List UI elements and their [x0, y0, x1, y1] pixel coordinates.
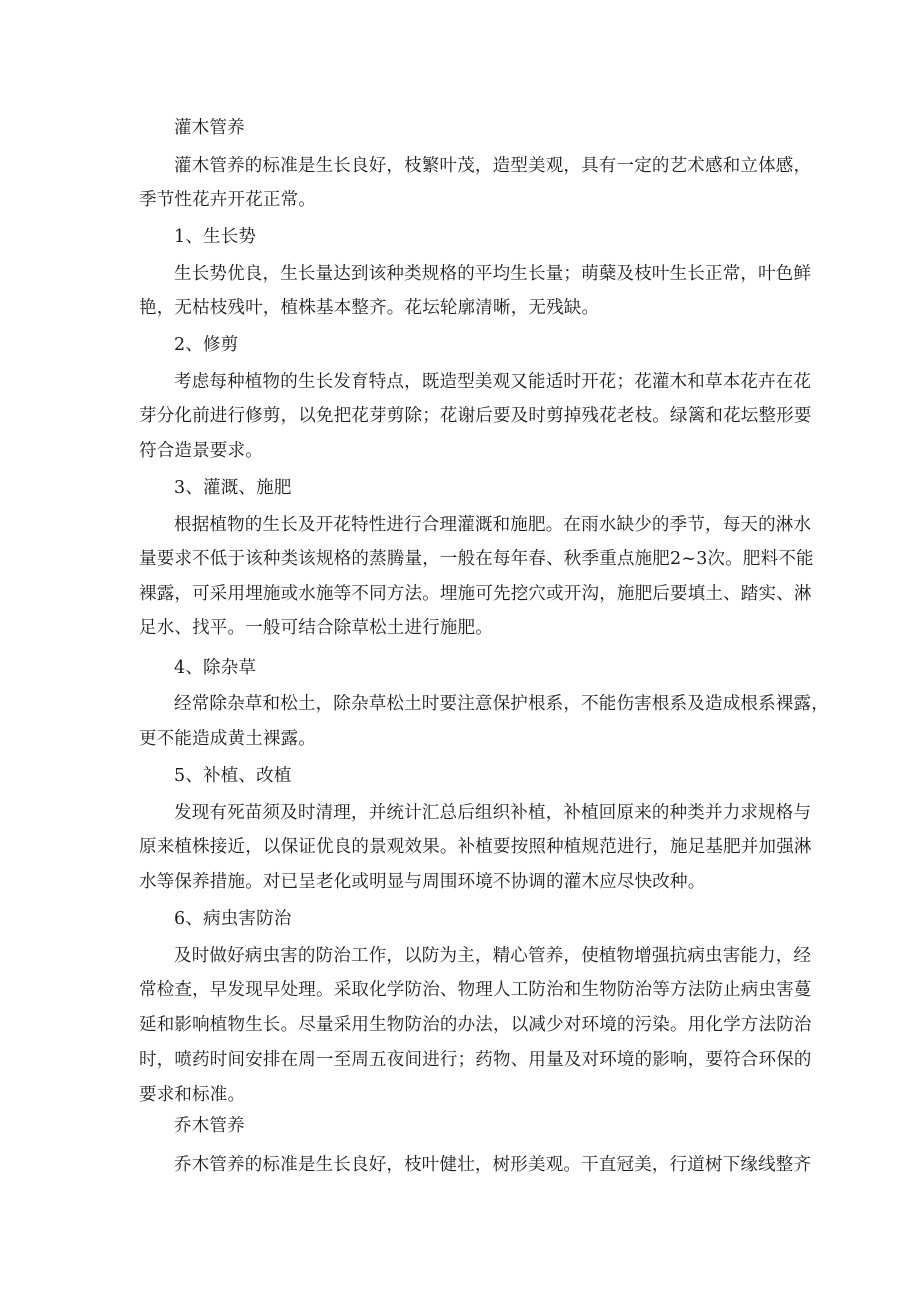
subheading-growth: 1、生长势 [174, 227, 257, 247]
paragraph-line: 要求和标准。 [139, 1085, 246, 1105]
paragraph-line: 艳，无枯枝残叶，植株基本整齐。花坛轮廓清晰，无残缺。 [139, 298, 600, 318]
paragraph-line: 常检查，早发现早处理。采取化学防治、物理人工防治和生物防治等方法防止病虫害蔓 [139, 980, 812, 1000]
subheading-replanting: 5、补植、改植 [174, 766, 292, 786]
paragraph-line: 季节性花卉开花正常。 [139, 190, 316, 210]
paragraph-line: 裸露，可采用埋施或水施等不同方法。埋施可先挖穴或开沟，施肥后要填土、踏实、淋 [139, 584, 812, 604]
paragraph-line: 水等保养措施。对已呈老化或明显与周围环境不协调的灌木应尽快改种。 [139, 872, 706, 892]
paragraph-line: 量要求不低于该种类该规格的蒸腾量，一般在每年春、秋季重点施肥2~3次。肥料不能 [139, 549, 814, 569]
subheading-weeding: 4、除杂草 [174, 658, 257, 678]
paragraph-line: 灌木管养的标准是生长良好，枝繁叶茂，造型美观，具有一定的艺术感和立体感， [174, 156, 812, 176]
paragraph-line: 发现有死苗须及时清理，并统计汇总后组织补植，补植回原来的种类并力求规格与 [174, 803, 812, 823]
paragraph-line: 经常除杂草和松土，除杂草松土时要注意保护根系，不能伤害根系及造成根系裸露， [174, 694, 829, 714]
subheading-irrigation: 3、灌溉、施肥 [174, 478, 292, 498]
section-heading-shrub: 灌木管养 [174, 118, 245, 138]
paragraph-line: 足水、找平。一般可结合除草松土进行施肥。 [139, 618, 493, 638]
paragraph-line: 考虑每种植物的生长发育特点，既造型美观又能适时开花；花灌木和草本花卉在花 [174, 372, 812, 392]
section-heading-tree: 乔木管养 [174, 1116, 245, 1136]
paragraph-line: 芽分化前进行修剪，以免把花芽剪除；花谢后要及时剪掉残花老枝。绿篱和花坛整形要 [139, 406, 812, 426]
paragraph-line: 更不能造成黄土裸露。 [139, 729, 316, 749]
paragraph-line: 及时做好病虫害的防治工作，以防为主，精心管养，使植物增强抗病虫害能力，经 [174, 946, 812, 966]
paragraph-line: 原来植株接近，以保证优良的景观效果。补植要按照种植规范进行，施足基肥并加强淋 [139, 837, 812, 857]
paragraph-line: 符合造景要求。 [139, 441, 263, 461]
paragraph-line: 生长势优良，生长量达到该种类规格的平均生长量；萌蘖及枝叶生长正常，叶色鲜 [174, 264, 812, 284]
paragraph-line: 延和影响植物生长。尽量采用生物防治的办法，以减少对环境的污染。用化学方法防治 [139, 1015, 812, 1035]
subheading-pest-control: 6、病虫害防治 [174, 909, 292, 929]
paragraph-line: 根据植物的生长及开花特性进行合理灌溉和施肥。在雨水缺少的季节，每天的淋水 [174, 515, 812, 535]
paragraph-line: 时，喷药时间安排在周一至周五夜间进行；药物、用量及对环境的影响，要符合环保的 [139, 1050, 812, 1070]
subheading-pruning: 2、修剪 [174, 335, 239, 355]
paragraph-line: 乔木管养的标准是生长良好，枝叶健壮，树形美观。干直冠美，行道树下缘线整齐 [174, 1155, 812, 1175]
